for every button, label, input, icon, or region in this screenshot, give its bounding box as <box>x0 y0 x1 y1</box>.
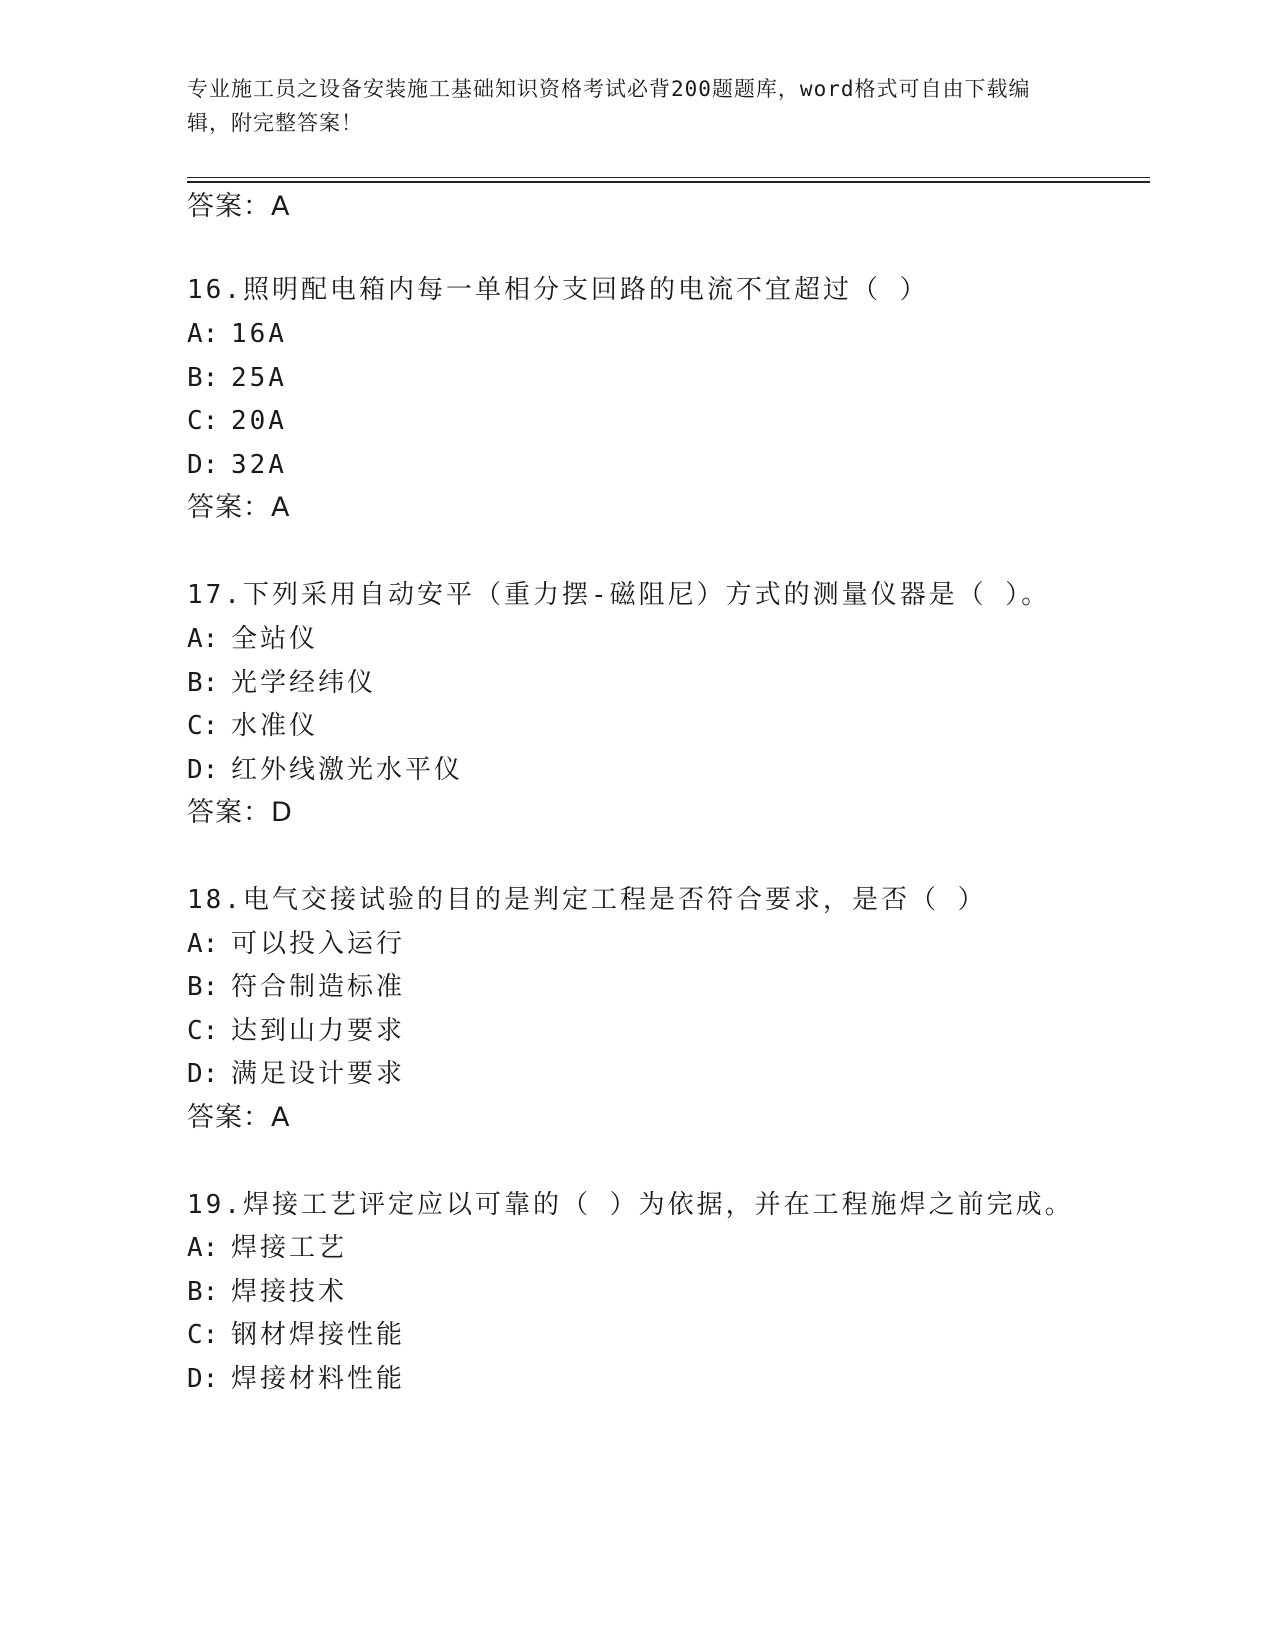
option-label: C: <box>187 711 219 741</box>
option-label: B: <box>187 668 219 698</box>
question-19-stem: 19.焊接工艺评定应以可靠的（ ）为依据，并在工程施焊之前完成。 <box>187 1190 1074 1220</box>
question-16-stem: 16.照明配电箱内每一单相分支回路的电流不宜超过（ ） <box>187 275 929 305</box>
option-text: 满足设计要求 <box>231 1059 406 1089</box>
option-text: 达到山力要求 <box>231 1016 406 1046</box>
answer-prev: 答案：A <box>187 191 291 222</box>
question-19-option-d <box>187 1363 405 1395</box>
question-18-stem: 18.电气交接试验的目的是判定工程是否符合要求，是否（ ） <box>187 885 987 915</box>
question-16-option-a <box>187 318 287 350</box>
option-label: C: <box>187 1016 219 1046</box>
option-label: B: <box>187 1277 219 1307</box>
option-text: 红外线激光水平仪 <box>231 755 464 785</box>
question-17-option-d <box>187 754 463 786</box>
document-header: 专业施工员之设备安装施工基础知识资格考试必背200题题库，word格式可自由下载编辑，附完整答案！ <box>187 77 1031 135</box>
question-19-option-b <box>187 1276 347 1308</box>
question-16-option-c <box>187 405 287 437</box>
option-text: 光学经纬仪 <box>231 668 377 698</box>
question-17-option-b <box>187 667 376 699</box>
option-label: A: <box>187 319 219 349</box>
option-text: 32A <box>231 450 287 480</box>
question-17-answer: 答案：D <box>187 797 293 828</box>
option-text: 可以投入运行 <box>231 929 406 959</box>
question-18-option-a <box>187 928 405 960</box>
option-label: D: <box>187 450 219 480</box>
question-18-answer: 答案：A <box>187 1102 291 1133</box>
option-text: 符合制造标准 <box>231 972 406 1002</box>
question-17-option-a <box>187 623 318 655</box>
question-18-option-d <box>187 1058 405 1090</box>
question-16-answer: 答案：A <box>187 492 291 523</box>
option-text: 20A <box>231 406 287 436</box>
question-17-option-c <box>187 710 318 742</box>
option-label: A: <box>187 624 219 654</box>
option-text: 水准仪 <box>231 711 319 741</box>
option-label: A: <box>187 929 219 959</box>
question-16-option-b <box>187 362 287 394</box>
option-label: C: <box>187 406 219 436</box>
question-16-option-d <box>187 449 287 481</box>
question-19-option-c <box>187 1319 405 1351</box>
question-18-option-b <box>187 971 405 1003</box>
option-text: 焊接材料性能 <box>231 1364 406 1394</box>
option-text: 16A <box>231 319 287 349</box>
option-label: D: <box>187 755 219 785</box>
header-rule-thin <box>187 177 1150 178</box>
option-label: B: <box>187 363 219 393</box>
question-17-stem: 17.下列采用自动安平（重力摆-磁阻尼）方式的测量仪器是（ ）。 <box>187 580 1051 610</box>
option-text: 焊接技术 <box>231 1277 348 1307</box>
option-text: 焊接工艺 <box>231 1233 348 1263</box>
option-text: 钢材焊接性能 <box>231 1320 406 1350</box>
option-label: A: <box>187 1233 219 1263</box>
option-text: 25A <box>231 363 287 393</box>
option-label: B: <box>187 972 219 1002</box>
option-text: 全站仪 <box>231 624 319 654</box>
question-18-option-c <box>187 1015 405 1047</box>
option-label: C: <box>187 1320 219 1350</box>
header-rule-thick <box>187 181 1150 183</box>
option-label: D: <box>187 1059 219 1089</box>
option-label: D: <box>187 1364 219 1394</box>
question-19-option-a <box>187 1232 347 1264</box>
